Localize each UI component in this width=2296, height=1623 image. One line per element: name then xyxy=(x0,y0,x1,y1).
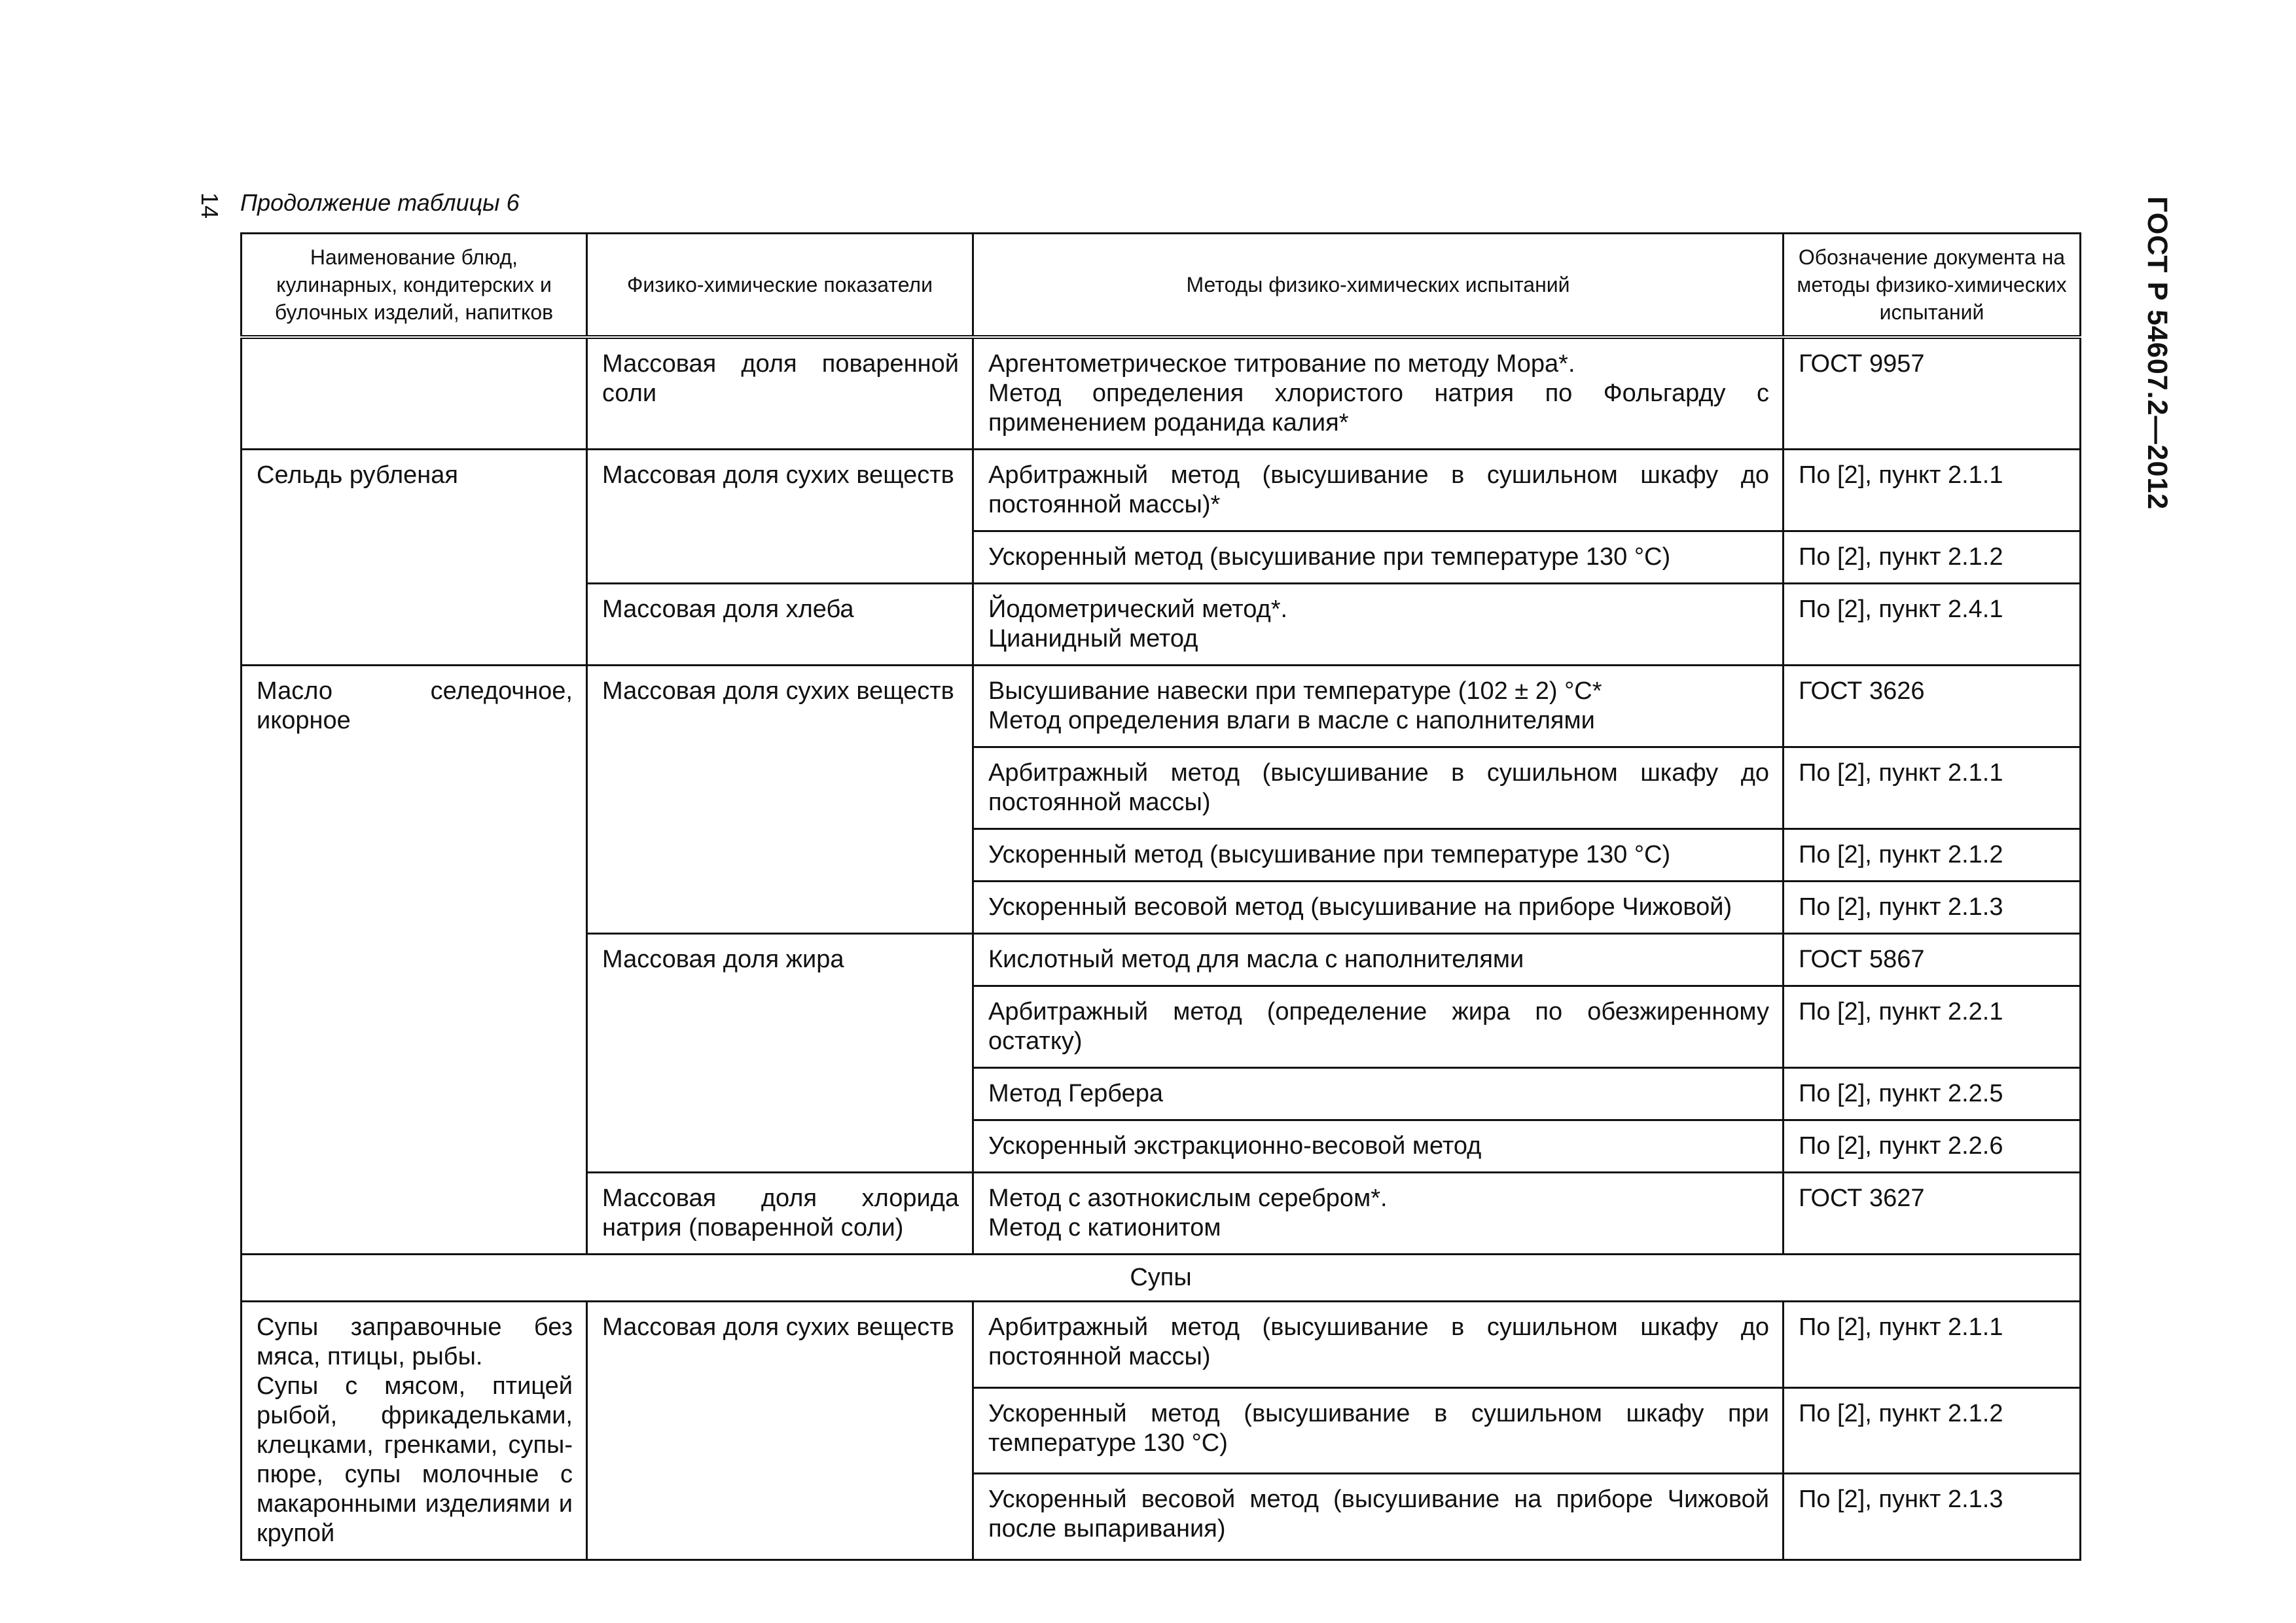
indicator-cell: Массовая доля поваренной соли xyxy=(587,337,973,450)
document-cell: По [2], пункт 2.2.5 xyxy=(1784,1068,2081,1120)
method-cell: Арбитражный метод (высушивание в сушильном шкафу до постоянной массы)* xyxy=(973,450,1784,531)
header-dish: Наименование блюд, кулинарных, кондитерских и булочных изделий, напитков xyxy=(242,234,587,338)
method-cell xyxy=(973,1173,1784,1255)
document-cell: По [2], пункт 2.1.2 xyxy=(1784,531,2081,584)
indicator-cell: Массовая доля жира xyxy=(587,934,973,1173)
method-cell: Кислотный метод для масла с наполнителями xyxy=(973,934,1784,986)
indicator-cell: Массовая доля сухих веществ xyxy=(587,450,973,584)
section-row xyxy=(242,1255,2081,1302)
method-line: Метод определения влаги в масле с наполнителями xyxy=(988,707,1595,734)
methods-table-container xyxy=(240,232,2079,1561)
standard-code: ГОСТ Р 54607.2—2012 xyxy=(2142,196,2173,510)
method-line: Метод определения хлористого натрия по Фольгарду с применением роданида калия* xyxy=(988,380,1769,437)
document-cell: ГОСТ 3627 xyxy=(1784,1173,2081,1255)
document-cell: По [2], пункт 2.1.1 xyxy=(1784,450,2081,531)
method-cell: Ускоренный весовой метод (высушивание на приборе Чижовой) xyxy=(973,882,1784,934)
document-cell: По [2], пункт 2.1.2 xyxy=(1784,829,2081,882)
method-line: Цианидный метод xyxy=(988,625,1198,652)
dish-cell xyxy=(242,1302,587,1560)
method-cell: Ускоренный метод (высушивание в сушильном шкафу при температуре 130 °С) xyxy=(973,1387,1784,1474)
document-cell: ГОСТ 5867 xyxy=(1784,934,2081,986)
method-cell xyxy=(973,337,1784,450)
method-line: Йодометрический метод*. xyxy=(988,596,1288,623)
method-cell: Ускоренный весовой метод (высушивание на приборе Чижовой после выпаривания) xyxy=(973,1474,1784,1560)
method-line: Метод с катионитом xyxy=(988,1214,1221,1241)
table-row xyxy=(242,666,2081,747)
methods-table xyxy=(240,232,2081,1561)
dish-line: Супы с мясом, птицей рыбой, фрикадельками, клецками, гренками, супы-пюре, супы молочные с макаронными изделиями и крупой xyxy=(257,1372,573,1547)
indicator-cell: Массовая доля сухих веществ xyxy=(587,666,973,934)
document-cell: По [2], пункт 2.1.1 xyxy=(1784,747,2081,829)
table-header-row xyxy=(242,234,2081,338)
indicator-cell: Массовая доля сухих веществ xyxy=(587,1302,973,1560)
header-document: Обозначение документа на методы физико-химических испытаний xyxy=(1784,234,2081,338)
method-cell xyxy=(973,584,1784,666)
document-cell: По [2], пункт 2.1.3 xyxy=(1784,882,2081,934)
method-cell xyxy=(973,666,1784,747)
method-line: Метод с азотнокислым серебром*. xyxy=(988,1185,1388,1212)
dish-cell: Сельдь рубленая xyxy=(242,450,587,666)
indicator-cell: Массовая доля хлеба xyxy=(587,584,973,666)
dish-cell: Масло селедочное, икорное xyxy=(242,666,587,1255)
method-cell: Арбитражный метод (высушивание в сушильном шкафу до постоянной массы) xyxy=(973,747,1784,829)
header-indicator: Физико-химические показатели xyxy=(587,234,973,338)
document-cell: По [2], пункт 2.1.2 xyxy=(1784,1387,2081,1474)
header-method: Методы физико-химических испытаний xyxy=(973,234,1784,338)
document-cell: По [2], пункт 2.2.6 xyxy=(1784,1120,2081,1173)
document-cell: По [2], пункт 2.2.1 xyxy=(1784,986,2081,1068)
method-line: Высушивание навески при температуре (102 ± 2) °С* xyxy=(988,677,1602,705)
section-title: Супы xyxy=(242,1255,2081,1302)
method-line: Аргентометрическое титрование по методу Мора*. xyxy=(988,350,1575,378)
document-cell: ГОСТ 9957 xyxy=(1784,337,2081,450)
indicator-cell: Массовая доля хлорида натрия (поваренной соли) xyxy=(587,1173,973,1255)
table-caption: Продолжение таблицы 6 xyxy=(240,189,520,216)
table-row xyxy=(242,1302,2081,1388)
table-row xyxy=(242,450,2081,531)
page-number: 14 xyxy=(196,192,223,219)
method-cell: Арбитражный метод (определение жира по обезжиренному остатку) xyxy=(973,986,1784,1068)
document-cell: По [2], пункт 2.1.1 xyxy=(1784,1302,2081,1388)
method-cell: Метод Гербера xyxy=(973,1068,1784,1120)
dish-cell xyxy=(242,337,587,450)
document-cell: По [2], пункт 2.4.1 xyxy=(1784,584,2081,666)
method-cell: Ускоренный экстракционно-весовой метод xyxy=(973,1120,1784,1173)
method-cell: Ускоренный метод (высушивание при температуре 130 °С) xyxy=(973,531,1784,584)
dish-line: Супы заправочные без мяса, птицы, рыбы. xyxy=(257,1313,573,1370)
method-cell: Арбитражный метод (высушивание в сушильном шкафу до постоянной массы) xyxy=(973,1302,1784,1388)
document-cell: По [2], пункт 2.1.3 xyxy=(1784,1474,2081,1560)
table-row xyxy=(242,337,2081,450)
method-cell: Ускоренный метод (высушивание при температуре 130 °С) xyxy=(973,829,1784,882)
document-cell: ГОСТ 3626 xyxy=(1784,666,2081,747)
